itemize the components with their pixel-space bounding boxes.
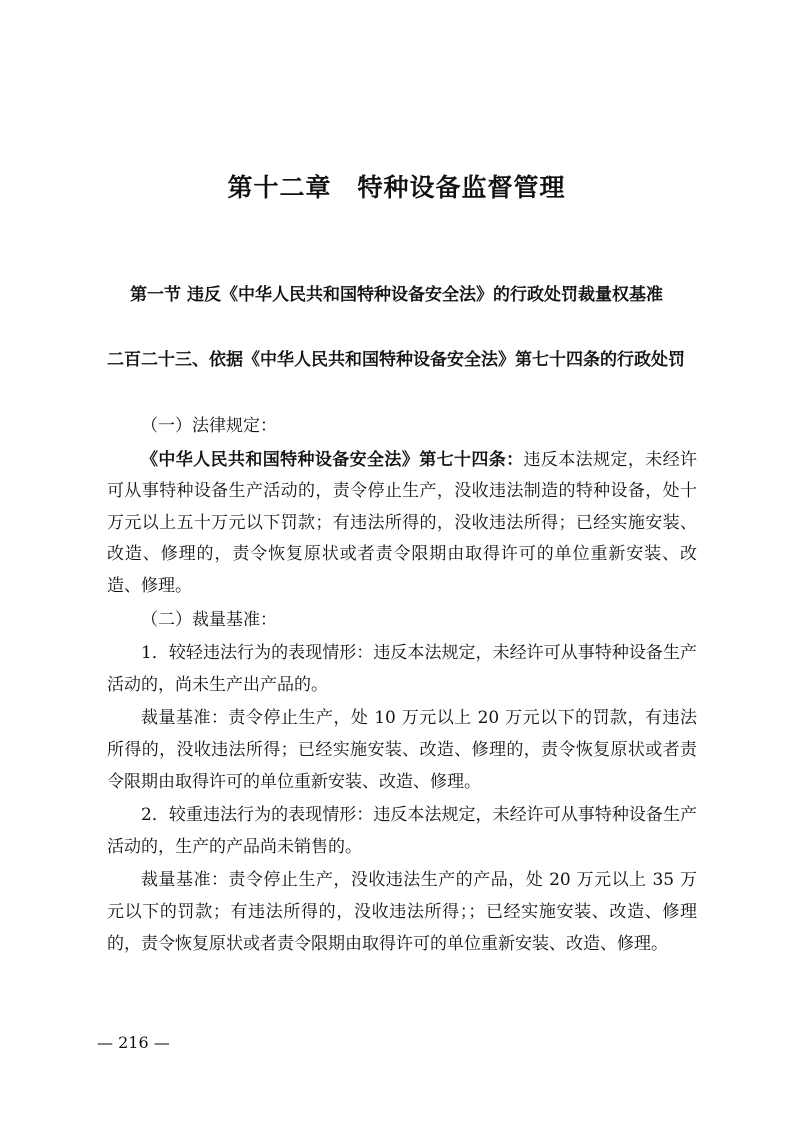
law-citation-text: 违反本法规定，未经许可从事特种设备生产活动的，责令停止生产，没收违法制造的特种设备，处十万元以上五十万元以下罚款；有违法所得的，没收违法所得；已经实施安装、改造、修理的，责令恢复原状或者责令限期由取得许可的单位重新安装、改造、修理。 [107,449,697,596]
article-body [107,411,697,960]
page-number: — 216 — [97,1033,170,1052]
legal-provisions-heading: （一）法律规定： [141,416,277,436]
chapter-title: 第十二章 特种设备监督管理 [227,173,566,202]
law-citation-lead: 《中华人民共和国特种设备安全法》第七十四条： [141,449,524,470]
item-2-situation: 2．较重违法行为的表现情形：违反本法规定，未经许可从事特种设备生产活动的，生产的产品尚未销售的。 [107,805,697,857]
item-2-standard: 裁量基准：责令停止生产，没收违法生产的产品，处 20 万元以上 35 万元以下的罚款；有违法所得的，没收违法所得；；已经实施安装、改造、修理的，责令恢复原状或者责令限期由取得许可的单位重新安装、改造、修理。 [107,870,697,954]
article-title: 二百二十三、依据《中华人民共和国特种设备安全法》第七十四条的行政处罚 [107,350,685,370]
item-1-situation: 1．较轻违法行为的表现情形：违反本法规定，未经许可从事特种设备生产活动的，尚未生产出产品的。 [107,643,697,695]
law-citation-paragraph [107,445,697,603]
discretion-heading: （二）裁量基准： [141,609,277,630]
section-title: 第一节 违反《中华人民共和国特种设备安全法》的行政处罚裁量权基准 [130,285,663,305]
item-1-standard: 裁量基准：责令停止生产，处 10 万元以上 20 万元以下的罚款，有违法所得的，没收违法所得；已经实施安装、改造、修理的，责令恢复原状或者责令限期由取得许可的单位重新安装、改造、修理。 [107,708,697,792]
